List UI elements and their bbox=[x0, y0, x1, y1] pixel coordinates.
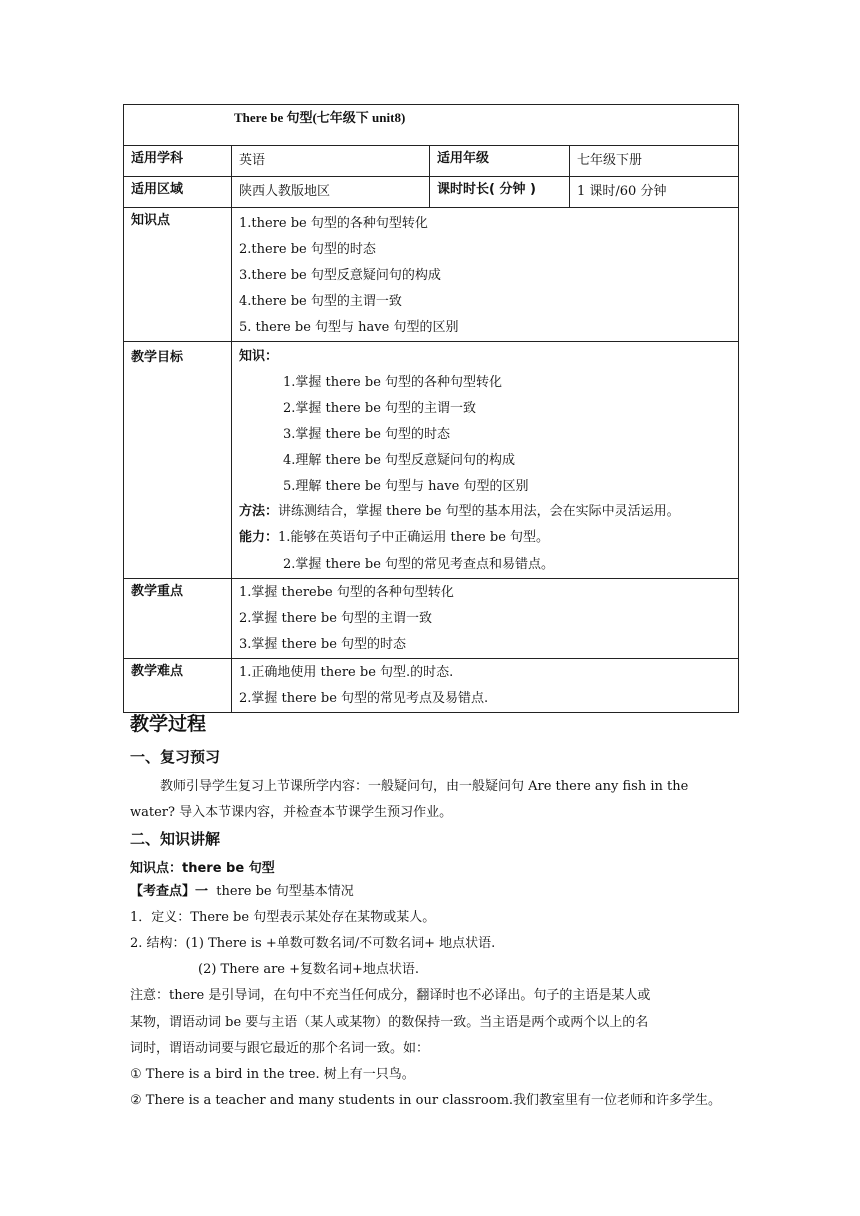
difficulty-label: 教学难点 bbox=[124, 659, 232, 713]
subject-value: 英语 bbox=[232, 146, 430, 177]
duration-value: 1 课时/60 分钟 bbox=[570, 177, 739, 208]
list-item: 1.掌握 there be 句型的各种句型转化 bbox=[283, 375, 503, 390]
region-value: 陕西人教版地区 bbox=[232, 177, 430, 208]
list-item: 1.there be 句型的各种句型转化 bbox=[239, 216, 428, 231]
grade-label: 适用年级 bbox=[430, 146, 570, 177]
duration-label: 课时时长( 分钟 ) bbox=[430, 177, 570, 208]
list-item: 1.正确地使用 there be 句型.的时态. bbox=[239, 665, 454, 680]
list-item: 5. there be 句型与 have 句型的区别 bbox=[239, 320, 459, 335]
difficulty-cell bbox=[232, 659, 739, 713]
goals-ability-line bbox=[239, 524, 738, 552]
list-item: 2.掌握 there be 句型的主谓一致 bbox=[283, 401, 477, 416]
goals-cell bbox=[232, 342, 739, 579]
example-2: ② There is a teacher and many students in our classroom.我们教室里有一位老师和许多学生。 bbox=[130, 1093, 722, 1108]
goals-knowledge-heading: 知识： bbox=[239, 349, 279, 364]
list-item: 2.掌握 there be 句型的常见考查点和易错点。 bbox=[283, 557, 555, 572]
lesson-info-table bbox=[123, 104, 739, 713]
section2-heading: 二、知识讲解 bbox=[130, 830, 221, 848]
goals-ability-heading: 能力： bbox=[239, 530, 279, 545]
list-item: 3.掌握 there be 句型的时态 bbox=[283, 427, 451, 442]
list-item: 3.there be 句型反意疑问句的构成 bbox=[239, 268, 441, 283]
region-label: 适用区域 bbox=[124, 177, 232, 208]
note-line-1: 注意：there 是引导词，在句中不充当任何成分，翻译时也不必译出。句子的主语是某人或 bbox=[130, 988, 651, 1003]
knowledge-cell bbox=[232, 208, 739, 342]
focus-cell bbox=[232, 579, 739, 659]
list-item: 2.掌握 there be 句型的主谓一致 bbox=[239, 611, 433, 626]
exam-point-text: there be 句型基本情况 bbox=[216, 884, 354, 899]
exam-point-line bbox=[130, 879, 735, 905]
example-1: ① There is a bird in the tree. 树上有一只鸟。 bbox=[130, 1067, 415, 1082]
definition-line: 1．定义：There be 句型表示某处存在某物或某人。 bbox=[130, 910, 436, 925]
grade-value: 七年级下册 bbox=[570, 146, 739, 177]
section1-line2: water? 导入本节课内容，并检查本节课学生预习作业。 bbox=[130, 805, 453, 820]
list-item: 1.掌握 therebe 句型的各种句型转化 bbox=[239, 585, 454, 600]
list-item: 5.理解 there be 句型与 have 句型的区别 bbox=[283, 479, 529, 494]
process-heading: 教学过程 bbox=[130, 713, 207, 735]
structure-line-1: 2. 结构：(1) There is +单数可数名词/不可数名词+ 地点状语. bbox=[130, 936, 496, 951]
list-item: 1.能够在英语句子中正确运用 there be 句型。 bbox=[278, 530, 550, 545]
subject-label: 适用学科 bbox=[124, 146, 232, 177]
focus-label: 教学重点 bbox=[124, 579, 232, 659]
lesson-title: There be 句型(七年级下 unit8) bbox=[124, 105, 739, 146]
section1-heading: 一、复习预习 bbox=[130, 748, 221, 766]
knowledge-label: 知识点 bbox=[124, 208, 232, 342]
list-item: 4.理解 there be 句型反意疑问句的构成 bbox=[283, 453, 516, 468]
list-item: 2.there be 句型的时态 bbox=[239, 242, 376, 257]
note-line-2: 某物，谓语动词 be 要与主语（某人或某物）的数保持一致。当主语是两个或两个以上的名 bbox=[130, 1015, 649, 1030]
goals-label: 教学目标 bbox=[124, 342, 232, 579]
list-item: 2.掌握 there be 句型的常见考点及易错点. bbox=[239, 691, 489, 706]
knowledge-point-heading: 知识点：there be 句型 bbox=[130, 861, 275, 876]
section1-line1: 教师引导学生复习上节课所学内容：一般疑问句，由一般疑问句 Are there any fish in the bbox=[160, 779, 689, 794]
structure-line-2: (2) There are +复数名词+地点状语. bbox=[198, 962, 420, 977]
list-item: 4.there be 句型的主谓一致 bbox=[239, 294, 402, 309]
note-line-3: 词时，谓语动词要与跟它最近的那个名词一致。如： bbox=[130, 1041, 430, 1056]
goals-method-heading: 方法： bbox=[239, 504, 279, 519]
list-item: 3.掌握 there be 句型的时态 bbox=[239, 637, 407, 652]
goals-method-line bbox=[239, 500, 738, 524]
exam-point-label: 【考查点】一 bbox=[130, 884, 209, 899]
goals-method-text: 讲练测结合，掌握 there be 句型的基本用法，会在实际中灵活运用。 bbox=[278, 504, 680, 519]
